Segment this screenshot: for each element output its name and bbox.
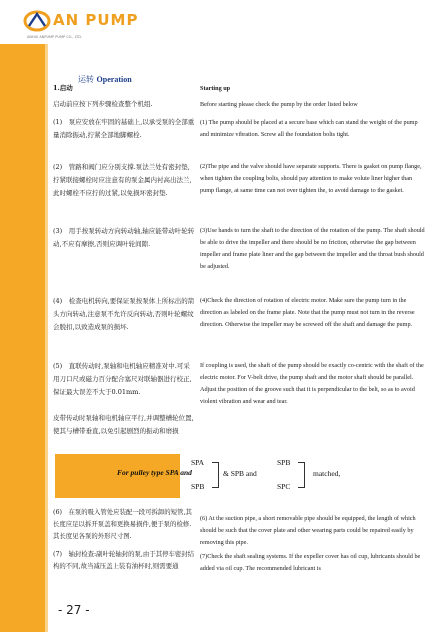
cn-item-5: (5) 直联传动时,泵轴和电机轴应精准对中.可采用刀口尺或磁力百分配合塞尺对联轴器进行校正,保证最大误差不大于0.01mm. [53, 362, 192, 396]
en-item-3: (3)Use hands to turn the shaft to the direction of the rotation of the pump. The shaft should be able to drive the impeller and there should be no friction, otherwise the gap between impeller and frame plate liner and the gap between the impeller and the throat bush should be adjusted. [200, 227, 425, 270]
en-heading: Starting up [200, 85, 231, 92]
en-item-5: If coupling is used, the shaft of the pump should be exactly co-centric with the shaft of the electric motor. For V-belt drive, the pump shaft and the motor shaft should be parallel. Adjust the position of the groove such that it is perpendicular to the belt, so as to avoid violent vibration and wear and tear. [200, 362, 424, 405]
en-item-2: (2)The pipe and the valve should have separate supports. There is gasket on pump flange, when tighten the coupling bolts, should pay attention to make volute liner higher than pump flange, at same time can not over tighten the, to avoid damage to the gasket. [200, 163, 422, 194]
cn-item-7: (7) 轴封检查:副叶轮轴封的泵,由于其停车密封结构的不同,故当减压盖上装有油杯时,则需要通 [53, 550, 195, 570]
section-title-cn: 运转 [78, 75, 94, 84]
page-header [0, 0, 447, 44]
pulley-spc: SPC [277, 482, 291, 491]
en-item-6: (6) At the suction pipe, a short removable pipe should be equipped, the length of which should be such that the cover plate and other wearing parts could be repaired easily by removing this pipe. [200, 515, 416, 546]
en-item-7: (7)Check the shaft sealing systems. If the expeller cover has oil cup, lubricants should be added via oil cup. The recommended lubricant is [200, 553, 421, 572]
en-item-4: (4)Check the direction of rotation of electric motor. Make sure the pump turn in the direction as labeled on the frame plate. Note that the pump must not turn in the reverse direction. Otherwise the impeller may be screwed off the shaft and damage the pump. [200, 297, 415, 328]
pulley-matched: matched, [313, 469, 341, 478]
page-number: - 27 - [58, 603, 90, 617]
pulley-and-spb: & SPB and [223, 469, 257, 478]
cn-intro: 启动前应按下列步骤检查整个机组. [53, 100, 153, 108]
pulley-spb1: SPB [191, 482, 205, 491]
brand-name: AN PUMP [53, 11, 139, 29]
cn-item-3: (3) 用手按泵转动方向转动轴,轴应能带动叶轮转动,不应有摩擦,否则应调叶轮间隙. [53, 227, 195, 248]
pulley-brace-right [298, 462, 305, 488]
pulley-lead: For pulley type SPA and [117, 468, 192, 477]
brand-sub: ANHUI ANPUMP PUMP CO., LTD. [27, 35, 83, 39]
orange-sidebar [0, 44, 45, 632]
en-intro: Before starting please check the pump by the order listed below [200, 101, 358, 108]
pulley-spa: SPA [191, 458, 205, 467]
pulley-banner [55, 454, 430, 498]
cn-item-2: (2) 管路和阀门应分别支撑.泵法兰处有密封垫,拧紧联接螺栓时应注意有的泵金属内衬高出法兰,此时螺栓不应拧的过紧,以免损坏密封垫. [53, 163, 192, 197]
sidebar-stripe [45, 44, 48, 632]
cn-item-6: (6) 在泵的吸入管处应装配一段可拆卸的短管,其长度应足以拆开泵盖和更换易损件,便于泵的检修.其长度见各泵的外形尺寸图. [53, 508, 192, 540]
en-item-1: (1) The pump should be placed at a secure base which can stand the weight of the pump and minimize vibration. Screw all the foundation bolts tight. [200, 119, 418, 138]
cn-item-1: (1) 泵应安放在牢固的基础上,以承受泵的全部重量消除振动,拧紧全部地脚螺栓. [53, 118, 195, 139]
anpump-logo-icon [23, 10, 51, 32]
cn-item-4: (4) 检查电机转向,要保证泵按泵体上所标出的箭头方向转动,注意泵不允许反向转动,否则叶轮螺纹会脱扣,以致造成泵的损坏. [53, 297, 195, 331]
cn-heading: 1.启动 [53, 84, 73, 92]
section-title-en: Operation [96, 75, 132, 84]
pulley-brace-left [212, 462, 219, 488]
pulley-spb2: SPB [277, 458, 291, 467]
cn-item-5b: 皮带传动时泵轴和电机轴应平行,并调整槽轮位置,使其与槽带垂直,以免引起剧烈的振动和磨损 [53, 414, 194, 435]
